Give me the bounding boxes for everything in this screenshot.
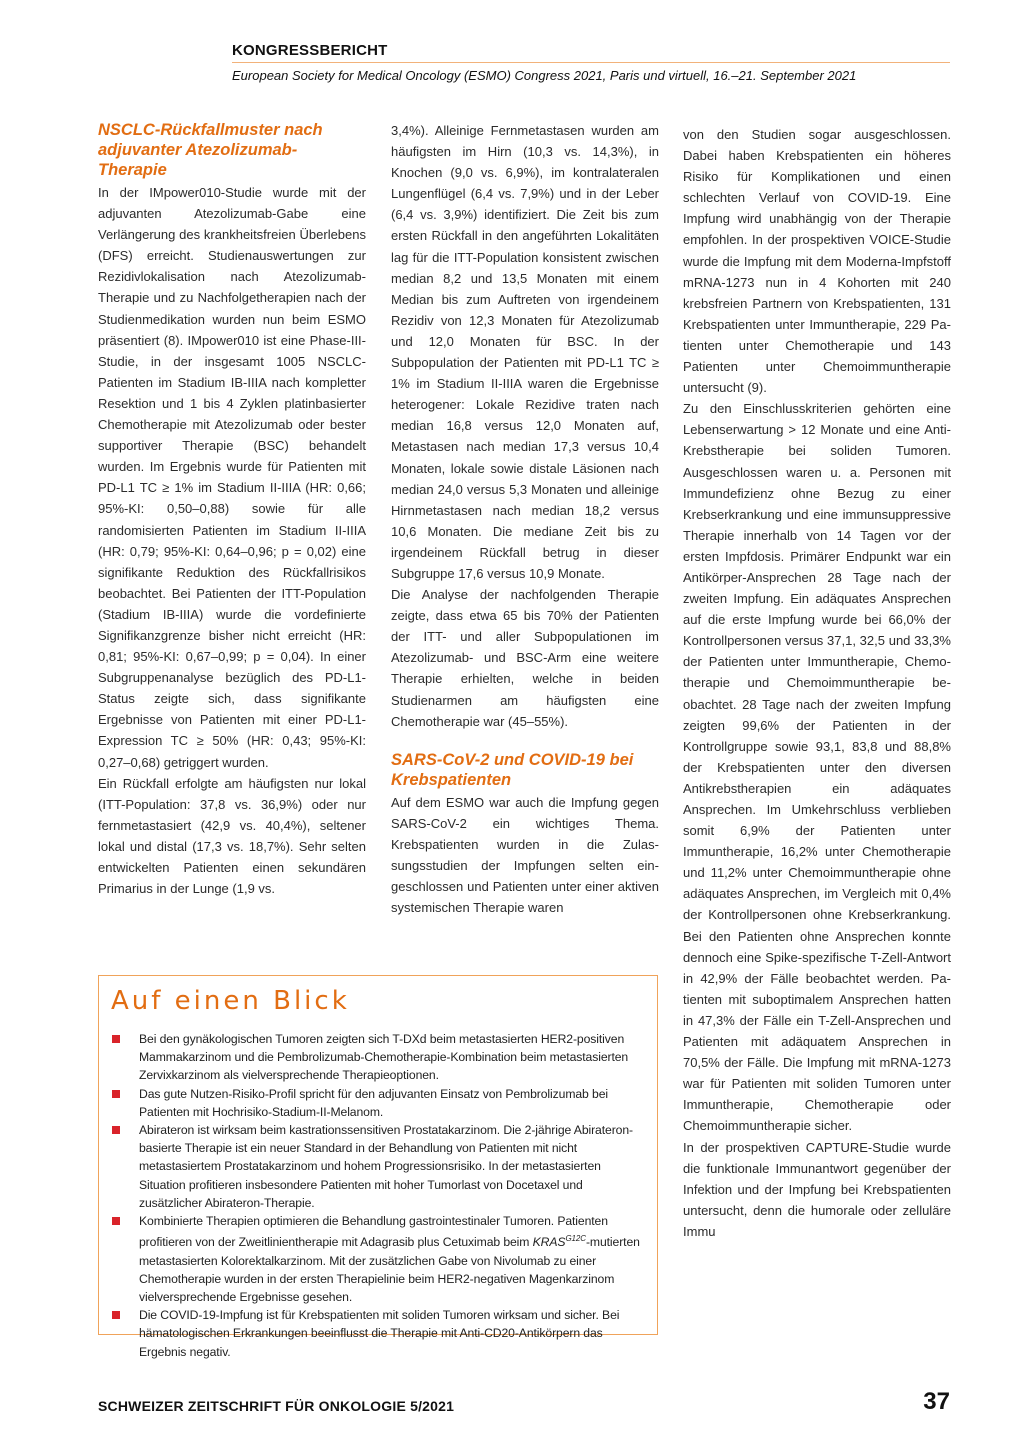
summary-box bbox=[98, 975, 658, 1359]
paragraph: Ein Rückfall erfolgte am häufigsten nur lokal (ITT-Population: 37,8 vs. 36,9%) oder nur fernmetastasiert (42,9 vs. 40,4%), seltener lokal und distal (17,3 vs. 18,7%). Sehr selten entwickelten Patienten einen sekundären Primarius in der Lunge (1,9 vs. bbox=[98, 775, 366, 897]
square-bullet-icon bbox=[112, 1126, 120, 1134]
header-rule bbox=[232, 62, 950, 63]
paragraph: In der IMpower010-Studie wurde mit der adjuvanten Atezolizumab-Gabe eine Verlängerung des krankheitsfreien Überlebens (DFS) erreicht. Studienauswertungen zur Rezidivlokalisation nach Atezolizumab-Therapie und zu Nachfolgetherapien nach der Studienmedikation wurden nun beim ESMO präsentiert (8). IMpower010 ist eine Phase-III-Studie, in der insgesamt 1005 NSCLC-Patienten im Stadium IB-IIIA nach kompletter Resektion und 1 bis 4 Zyklen platinbasierter Chemotherapie mit Atezolizumab oder bester supportiver Therapie (BSC) behandelt wurden. Im Ergebnis wurde für Patienten mit PD-L1 TC ≥ 1% im Stadium II-IIIA (HR: 0,66; 95%-KI: 0,50–0,88) sowie für alle randomisierten Patienten im Stadium II-IIIA (HR: 0,79; 95%-KI: 0,64–0,96; p = 0,02) eine signifikante Reduktion des Rückfallrisikos beobachtet. Bei Patienten der ITT-Population (Stadium IB-IIIA) wurde die vordefinierte Signifikanzgrenze bisher nicht erreicht (HR: 0,81; 95%-KI: 0,67–0,99; p = 0,04). In einer Subgruppenanalyse bezüglich des PD-L1-Status zeigte sich, dass signifikante Ergebnisse von Patienten mit einer PD-L1-Expression TC ≥ 50% (HR: 0,43; 95%-KI: 0,27–0,68) getriggert wurden. bbox=[98, 185, 366, 770]
column-1 bbox=[98, 120, 366, 899]
paragraph: Die Analyse der nachfolgenden Therapie zeigte, dass etwa 65 bis 70% der Patienten der ITT- und aller Subpopulationen im Atezolizumab- und BSC-Arm eine weitere Therapie erhielten, welche in beiden Studienarmen am häufigsten eine Chemotherapie war (45–55%). bbox=[391, 587, 659, 729]
page-number: 37 bbox=[923, 1388, 950, 1415]
bullet-text: Das gute Nutzen-Risiko-Profil spricht für den adjuvanten Einsatz von Pembrolizumab bei Patienten mit Hochrisiko-Stadium-II-Melanom. bbox=[139, 1086, 608, 1119]
list-item bbox=[109, 1212, 647, 1306]
summary-list bbox=[109, 1030, 647, 1361]
list-item bbox=[109, 1085, 647, 1121]
bullet-text: -mutierten metastasierten Kolorektalkarzinom. Mit der zusätzlichen Gabe von Nivolumab zu einer Chemotherapie wurden in der ersten Therapielinie beim HER2-negativen Magenkarzinom vielversprechende Ergebnisse gesehen. bbox=[139, 1235, 640, 1304]
bullet-text: Die COVID-19-Impfung ist für Krebspatienten mit soliden Tumoren wirksam und sicher. Bei hämatologischen Erkrankungen beeinflusst die Therapie mit Anti-CD20-Antikörpern das Ergebnis negativ. bbox=[139, 1308, 620, 1359]
gene-name: KRAS bbox=[532, 1235, 566, 1250]
heading-nsclc: NSCLC-Rückfallmuster nach adjuvanter Atezolizumab-Therapie bbox=[98, 121, 323, 179]
journal-footer: SCHWEIZER ZEITSCHRIFT FÜR ONKOLOGIE 5/2021 bbox=[98, 1398, 455, 1414]
square-bullet-icon bbox=[112, 1217, 120, 1225]
square-bullet-icon bbox=[112, 1090, 120, 1098]
paragraph: Zu den Einschlusskriterien gehörten eine Lebenserwartung > 12 Monate und eine Anti-Krebstherapie bei soliden Tumoren. Ausgeschlossen waren u. a. Personen mit Immundefizienz ohne Bezug zu einer Krebserkrankung und eine immunsuppressive Therapie innerhalb von 14 Tagen vor der ersten Impfdosis. Primärer Endpunkt war ein Antikörper-Ansprechen 28 Tage nach der zweiten Impfung. Ein adäquates Ansprechen auf die erste Impfung wurde bei 66,0% der Kontrollpersonen versus 37,1, 32,5 und 33,3% der Patienten unter Immuntherapie, Chemotherapie und Chemoimmuntherapie beobachtet. 28 Tage nach der zweiten Impfung zeigten 99,6% der Patienten in der Kontrollgruppe sowie 93,1, 83,8 und 88,8% der Krebspatienten unter den diversen Antikrebstherapien ein adäquates Ansprechen. Im Umkehrschluss verblieben somit 6,9% der Patienten unter Immuntherapie, 16,2% unter Chemotherapie und 11,2% unter Chemoimmuntherapie ohne adäquates Ansprechen, im Vergleich mit 0,4% der Kontrollpersonen ohne Krebserkrankung. Bei den Patienten ohne Ansprechen konnte dennoch eine Spike-spezifische T-Zell-Antwort in 42,9% der Fälle beobachtet werden. Patienten mit suboptimalem Ansprechen hatten in 47,3% der Fälle ein T-Zell-Ansprechen und Patienten mit adäquatem Ansprechen in 70,5% der Fälle. Die Impfung mit mRNA-1273 war für Patienten mit soliden Tumoren unter Immuntherapie, Chemotherapie oder Chemoimmuntherapie sicher. bbox=[683, 401, 951, 1134]
gene-mutation: G12C bbox=[565, 1234, 586, 1244]
list-item bbox=[109, 1030, 647, 1085]
congress-subtitle: European Society for Medical Oncology (ESMO) Congress 2021, Paris und virtuell, 16.–21. September 2021 bbox=[232, 68, 857, 83]
summary-box-title: Auf einen Blick bbox=[111, 986, 350, 1016]
heading-sars-cov-2: SARS-CoV-2 und COVID-19 bei Krebspatienten bbox=[391, 750, 634, 789]
paragraph: von den Studien sogar ausgeschlossen. Dabei haben Krebspatienten ein höheres Risiko für Komplikationen und einen schlechten Verlauf von COVID-19. Eine Impfung wird unabhängig von der Therapie empfohlen. In der prospektiven VOICE-Studie wurde die Impfung mit dem Moderna-Impfstoff mRNA-1273 nun in 4 Kohorten mit 240 krebsfreien Partnern von Krebspatienten, 131 Krebspatienten unter Immuntherapie, 229 Patienten unter Chemotherapie und 143 Patienten unter Chemoimmuntherapie untersucht (9). bbox=[683, 127, 951, 396]
column-3 bbox=[683, 124, 951, 1242]
page-header bbox=[232, 42, 950, 83]
bullet-text: Abirateron ist wirksam beim kastrationssensitiven Prostatakarzinom. Die 2-jährige Abirateronbasierte Therapie ist ein neuer Standard in der Behandlung von Patienten mit nicht metastasiertem Prostatakarzinom und hohem Progressionsrisiko. In der metastasierten Situation profitieren insbesondere Patienten mit hoher Tumorlast von Docetaxel und zusätzlicher Abirateron-Therapie. bbox=[139, 1123, 634, 1210]
square-bullet-icon bbox=[112, 1035, 120, 1043]
bullet-text: Bei den gynäkologischen Tumoren zeigten sich T-DXd beim metastasierten HER2-positiven Mammakarzinom und die Pembrolizumab-Chemotherapie-Kombination beim metastasierten Zervixkarzinom als vielversprechende Therapieoptionen. bbox=[139, 1032, 629, 1083]
square-bullet-icon bbox=[112, 1311, 120, 1319]
paragraph: Auf dem ESMO war auch die Impfung gegen SARS-CoV-2 ein wichtiges Thema. Krebspatienten wurden in die Zulassungsstudien der Impfungen selten eingeschlossen und Patienten unter einer aktiven systemischen Therapie waren bbox=[391, 794, 659, 916]
list-item bbox=[109, 1306, 647, 1361]
bullet-text: Kombinierte Therapien optimieren die Behandlung gastrointestinaler Tumoren. Patienten profitieren von der Zweitlinientherapie mit Adagrasib plus Cetuximab beim bbox=[139, 1214, 608, 1250]
list-item bbox=[109, 1121, 647, 1212]
paragraph: In der prospektiven CAPTURE-Studie wurde die funktionale Immunantwort gegenüber der Infektion und der Impfung bei Krebspatienten untersucht, denn die humorale oder zelluläre Immu bbox=[683, 1139, 951, 1239]
column-2 bbox=[391, 120, 659, 918]
section-label: KONGRESSBERICHT bbox=[232, 42, 388, 59]
paragraph: 3,4%). Alleinige Fernmetastasen wurden am häufigsten im Hirn (10,3 vs. 14,3%), in Knochen (9,0 vs. 6,9%), im kontralateralen Lungenflügel (6,4 vs. 7,9%) und in der Leber (6,4 vs. 3,9%) identifiziert. Die Zeit bis zum ersten Rückfall in den angeführten Lokalitäten lag für die ITT-Population konsistent zwischen median 8,2 und 13,5 Monaten mit einem Median bis zum Auftreten von irgendeinem Rezidiv von 12,3 Monaten für Atezolizumab und 12,0 Monaten für BSC. In der Subpopulation der Patienten mit PD-L1 TC ≥ 1% im Stadium II-IIIA waren die Ergebnisse heterogener: Lokale Rezidive traten nach median 16,8 versus 12,0 Monaten auf, Metastasen nach median 17,3 versus 10,4 Monaten, lokale sowie distale Läsionen nach median 24,0 versus 5,3 Monaten und alleinige Hirnmetastasen nach median 18,2 versus 10,6 Monaten. Die mediane Zeit bis zu irgendeinem Rückfall betrug in dieser Subgruppe 17,6 versus 10,9 Monate. bbox=[391, 123, 659, 581]
